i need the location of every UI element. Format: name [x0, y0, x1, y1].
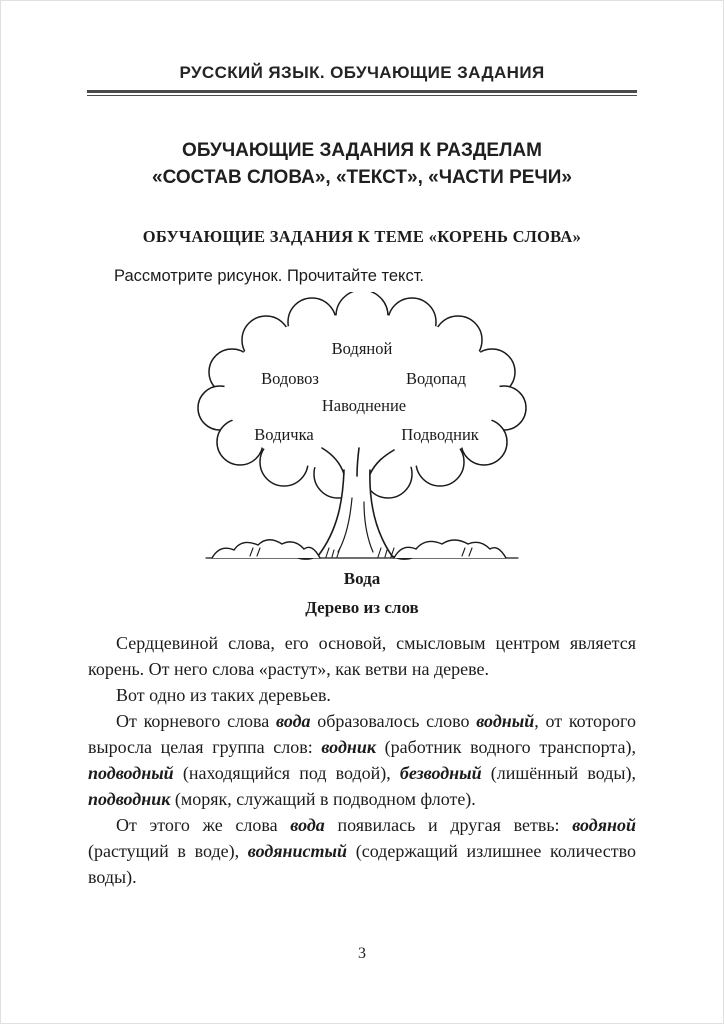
text-segment: Сердцевиной слова, его основой, смысловым центром является корень. От него слова «растут», как ветви на дереве.	[88, 633, 636, 680]
text-segment: (содержащий излишнее количество воды).	[88, 841, 636, 888]
emphasized-word: безводный	[399, 763, 482, 784]
tree-word-vodichka: Водичка	[254, 425, 314, 445]
emphasized-word: подводный	[88, 763, 174, 784]
tree-word-vodyanoy: Водяной	[331, 339, 393, 359]
figure-caption: Дерево из слов	[305, 598, 419, 618]
bush-right-icon	[394, 540, 506, 558]
instruction-text: Рассмотрите рисунок. Прочитайте текст.	[114, 267, 425, 286]
tree-root-word: Вода	[343, 569, 381, 589]
section-title	[56, 138, 668, 191]
paragraph	[88, 812, 636, 890]
word-tree-figure	[1, 292, 723, 618]
emphasized-word: водный	[476, 711, 535, 732]
emphasized-word: вода	[276, 711, 311, 732]
text-segment: Вот одно из таких деревьев.	[116, 685, 331, 706]
body-paragraphs	[88, 630, 636, 890]
text-segment: образовалось слово	[310, 711, 477, 732]
text-segment: (находящийся под водой),	[173, 763, 400, 784]
emphasized-word: водянистый	[247, 841, 348, 862]
text-segment: (растущий в воде),	[88, 841, 248, 862]
tree-word-vodopad: Водопад	[406, 369, 466, 389]
tree-word-navodnenie: Наводнение	[321, 396, 407, 416]
section-title-line2: «СОСТАВ СЛОВА», «ТЕКСТ», «ЧАСТИ РЕЧИ»	[152, 166, 572, 188]
emphasized-word: водник	[321, 737, 376, 758]
text-segment: (работник водного транспорта),	[376, 737, 636, 758]
text-segment: От корневого слова	[116, 711, 277, 732]
emphasized-word: подводник	[88, 789, 171, 810]
paragraph	[88, 630, 636, 682]
text-segment: (лишённый воды),	[481, 763, 636, 784]
paragraph	[88, 708, 636, 812]
tree-crown	[198, 292, 526, 498]
text-segment: , от которого выросла целая группа слов:	[88, 711, 636, 758]
topic-title: ОБУЧАЮЩИЕ ЗАДАНИЯ К ТЕМЕ «КОРЕНЬ СЛОВА»	[142, 227, 582, 247]
text-segment: (моряк, служащий в подводном флоте).	[170, 789, 476, 810]
bush-left-icon	[212, 540, 320, 558]
running-header: РУССКИЙ ЯЗЫК. ОБУЧАЮЩИЕ ЗАДАНИЯ	[179, 63, 545, 82]
page-number: 3	[358, 945, 366, 962]
section-title-line1: ОБУЧАЮЩИЕ ЗАДАНИЯ К РАЗДЕЛАМ	[182, 140, 542, 161]
tree-word-podvodnik: Подводник	[401, 425, 479, 445]
emphasized-word: вода	[290, 815, 325, 836]
text-segment: появилась и другая ветвь:	[324, 815, 573, 836]
text-segment: От этого же слова	[116, 815, 291, 836]
paragraph	[88, 682, 636, 708]
tree-word-vodovoz: Водовоз	[261, 369, 319, 389]
header-rule	[87, 90, 637, 96]
word-tree-drawing	[192, 292, 532, 592]
emphasized-word: водяной	[572, 815, 636, 836]
